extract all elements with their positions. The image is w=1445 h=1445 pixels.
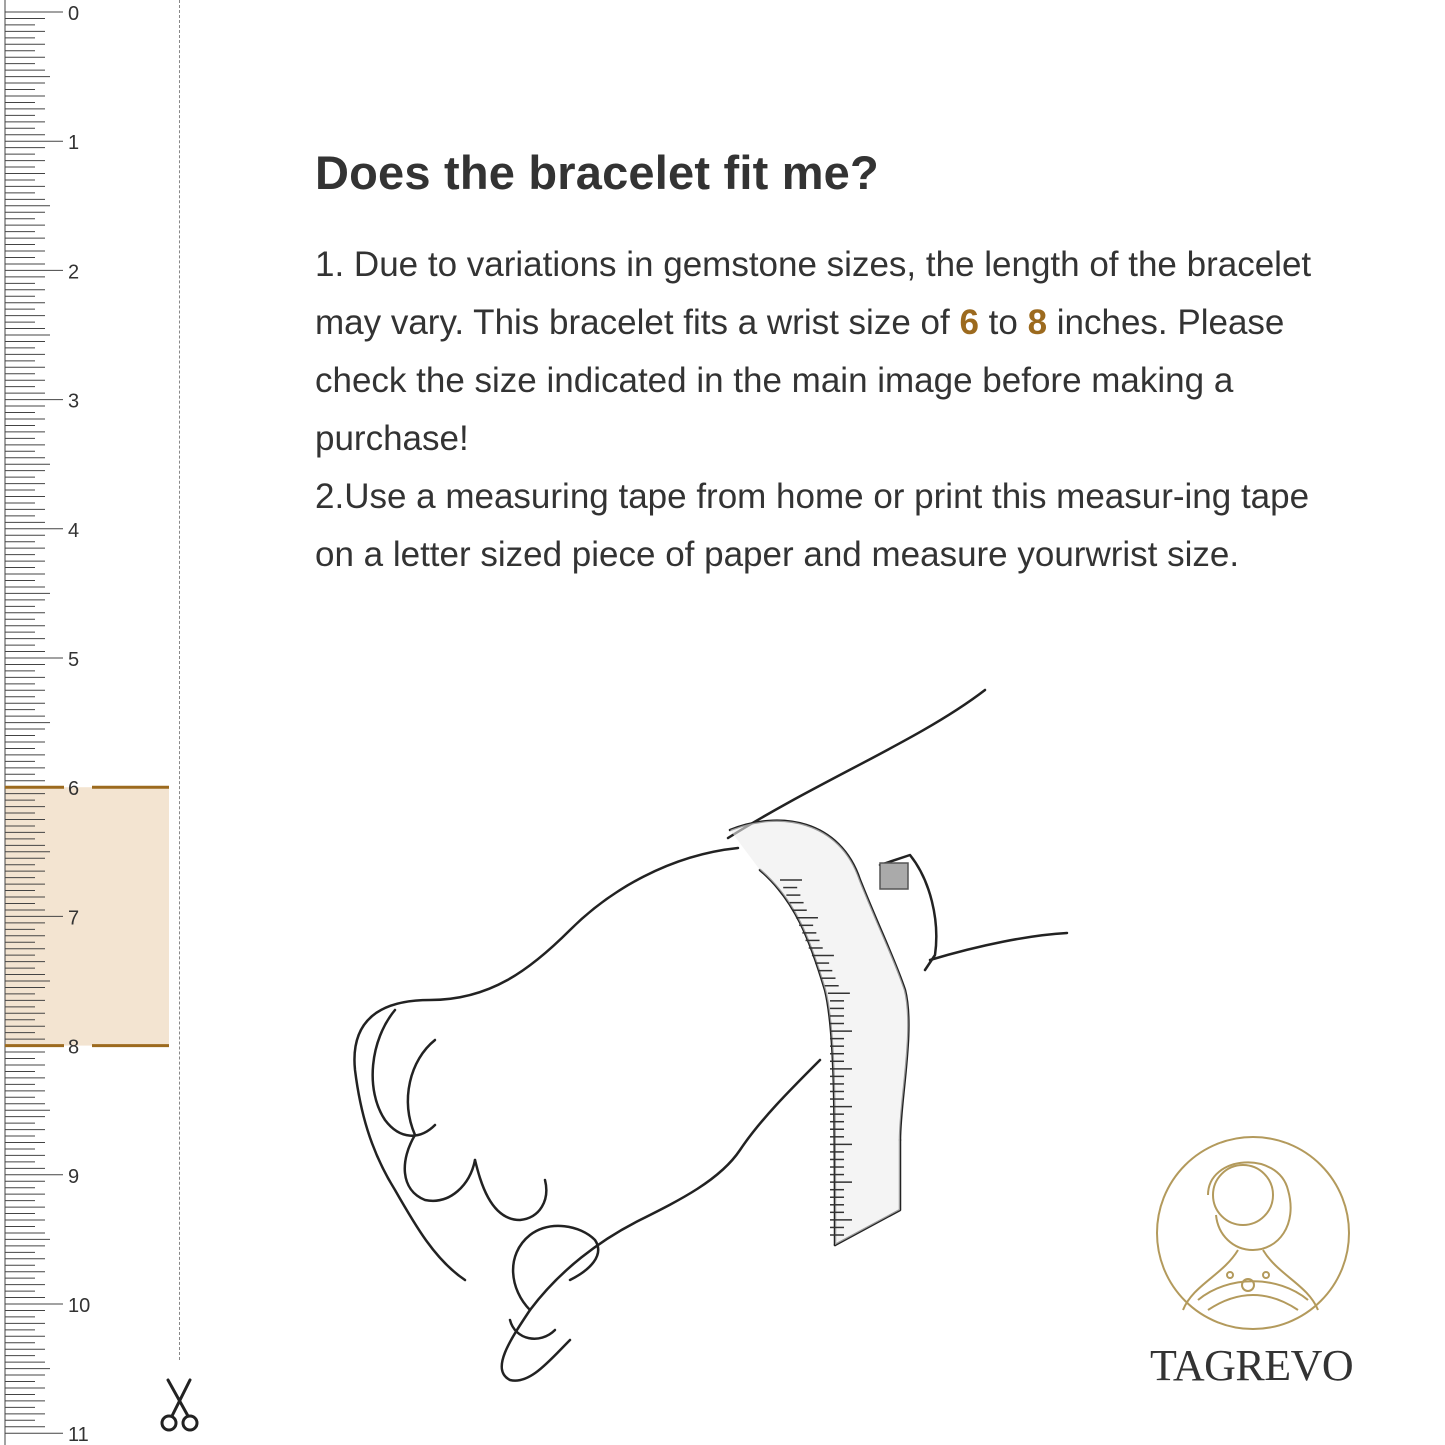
instruction-1-end: inches. Please check the size indicated in the main image before making a purchase!: [315, 303, 1285, 458]
instruction-2: 2.Use a measuring tape from home or print this measur-ing tape on a letter sized piece of paper and measure yourwrist size.: [315, 477, 1310, 574]
ruler-label: 2: [68, 261, 80, 284]
ruler-label: 0: [68, 3, 80, 25]
ruler-label: 8: [68, 1036, 80, 1059]
wrist-size-min: 6: [959, 303, 979, 342]
ruler-label: 1: [68, 132, 80, 155]
instruction-1-start: 1. Due to variations in gemstone sizes, the length of the bracelet may vary. This bracelet fits a wrist size of: [315, 245, 1312, 342]
instruction-text: [315, 236, 1325, 584]
wrist-size-max: 8: [1027, 303, 1048, 342]
page-title: Does the bracelet fit me?: [315, 146, 879, 199]
ruler-label: 3: [68, 390, 80, 413]
ruler-label: 6: [68, 778, 80, 801]
ruler-label: 9: [68, 1165, 80, 1188]
brand-name: TAGREVO: [1150, 1341, 1354, 1390]
scissors-icon: [156, 1376, 206, 1436]
instructions-block: [315, 145, 1325, 584]
cut-line: [179, 0, 180, 1360]
ruler-label: 11: [68, 1424, 89, 1445]
woman-portrait-logo-icon: [1148, 1135, 1358, 1335]
instruction-1-to: to: [978, 303, 1028, 342]
ruler-label: 7: [68, 907, 80, 930]
ruler-label: 4: [68, 519, 80, 542]
hand-measuring-wrist-icon: [340, 680, 1080, 1400]
measuring-ruler: [0, 0, 200, 1445]
ruler-label: 10: [68, 1295, 91, 1317]
ruler-label: 5: [68, 649, 80, 671]
